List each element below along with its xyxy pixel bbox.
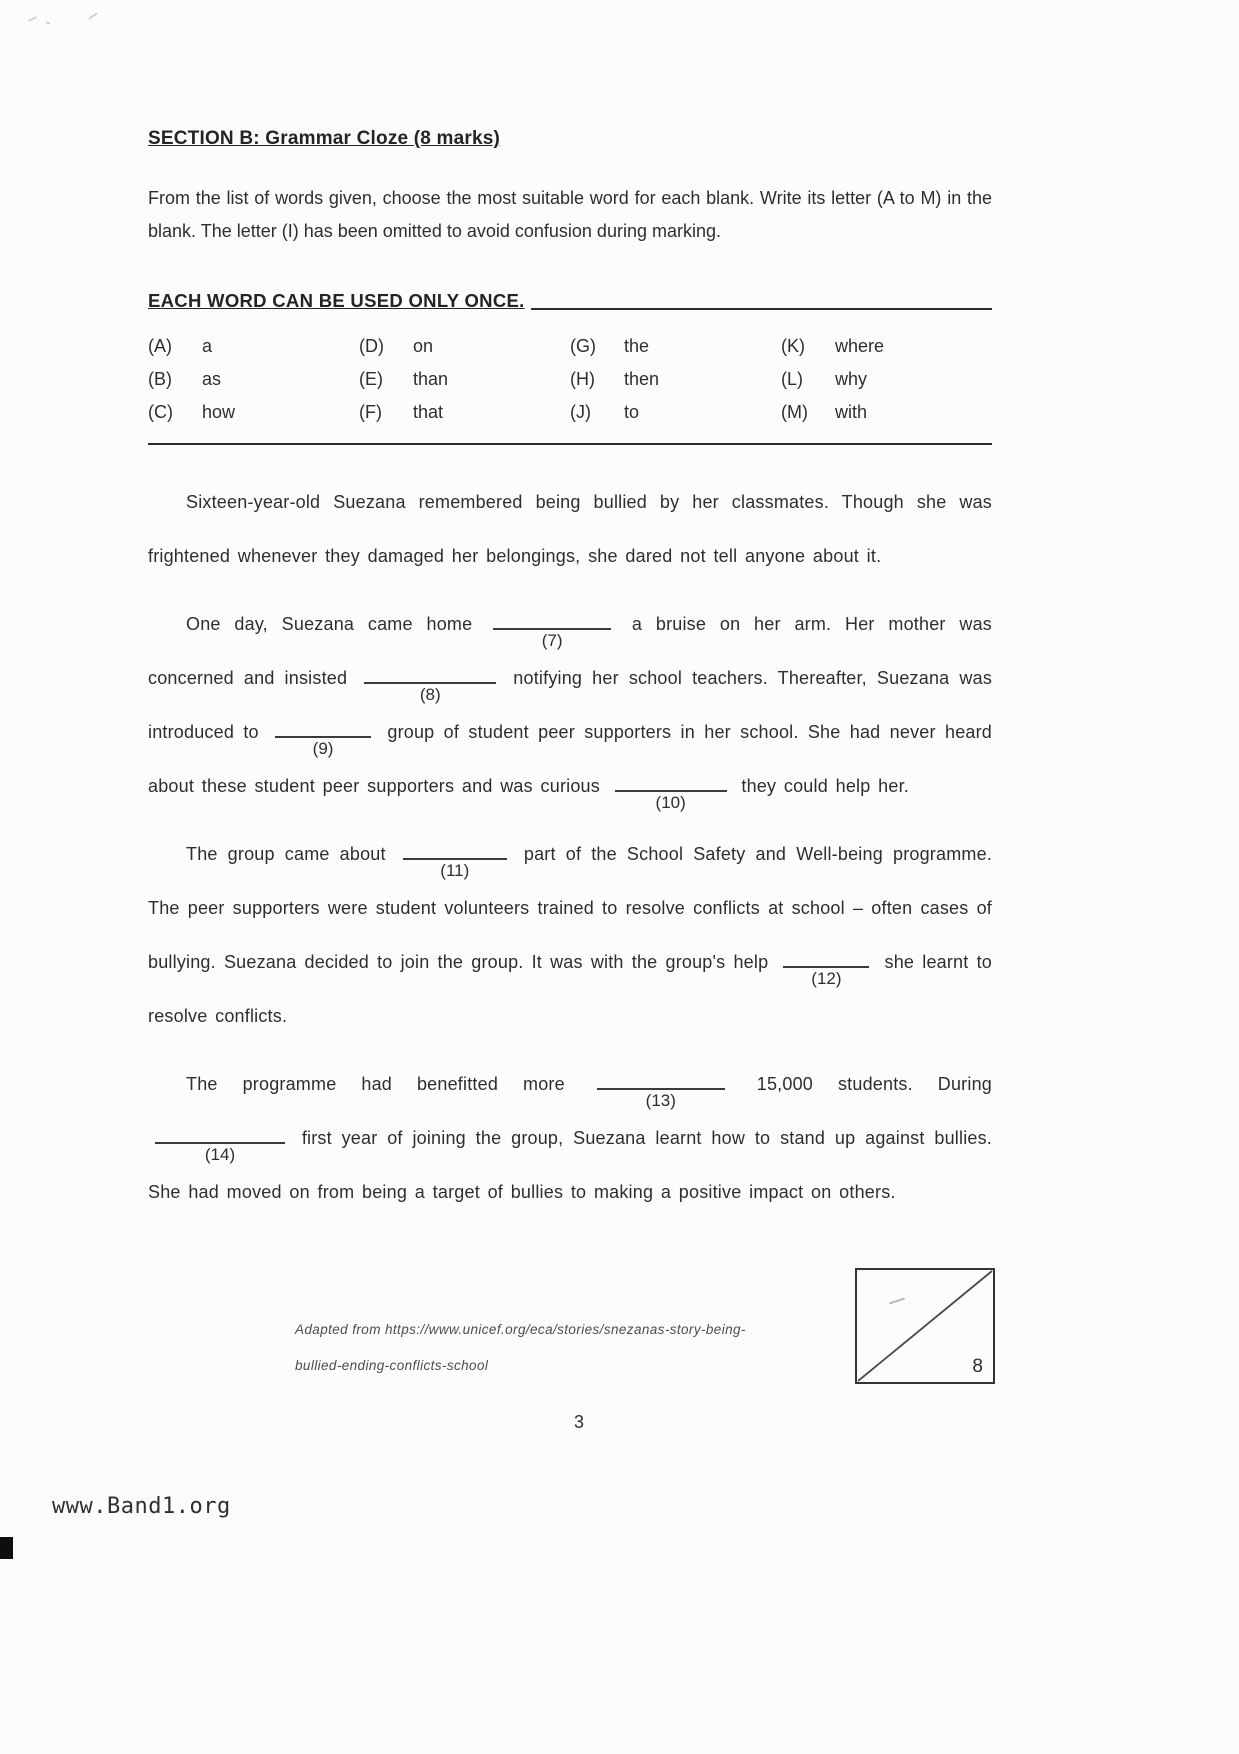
option-letter: (H) (570, 369, 595, 389)
blank-number: (13) (645, 1091, 676, 1110)
blank-number: (9) (312, 739, 334, 758)
page-content (148, 128, 992, 1233)
word-option-h (570, 363, 781, 396)
passage-text: part of the School Safety and Well-being programme. The peer supporters were student volunteers trained to resolve conflicts at school – often cases of bullying. Suezana decided to join the group. It was with the group's help (148, 844, 993, 972)
word-option-b (148, 363, 359, 396)
blank-13[interactable] (597, 1070, 725, 1110)
word-option-k (781, 330, 992, 363)
option-word: a (202, 336, 213, 356)
passage-text: she learnt to resolve conflicts. (148, 952, 992, 1026)
option-letter: (M) (781, 402, 808, 422)
option-word: than (413, 369, 449, 389)
watermark-url: www.Band1.org (52, 1494, 231, 1519)
option-word: why (835, 369, 868, 389)
passage-paragraph-1 (148, 475, 992, 583)
blank-8[interactable] (364, 664, 496, 704)
word-option-l (781, 363, 992, 396)
option-word: to (624, 402, 640, 422)
option-letter: (B) (148, 369, 172, 389)
option-letter: (K) (781, 336, 805, 356)
option-word: on (413, 336, 434, 356)
heading-rule (531, 308, 992, 310)
option-word: then (624, 369, 660, 389)
passage-text: The programme had benefitted more (186, 1074, 565, 1094)
section-title: SECTION B: Grammar Cloze (8 marks) (148, 128, 501, 149)
word-option-a (148, 330, 359, 363)
word-option-g (570, 330, 781, 363)
passage-text: a bruise on her arm. Her mother was concerned and insisted (148, 614, 993, 688)
option-letter: (E) (359, 369, 383, 389)
passage-text: 15,000 students. During (756, 1074, 993, 1094)
option-letter: (J) (570, 402, 591, 422)
passage-text: The group came about (186, 844, 386, 864)
page-number: 3 (573, 1412, 584, 1432)
blank-14[interactable] (155, 1124, 285, 1164)
word-bank-bottom-rule (148, 443, 992, 445)
option-word: where (835, 336, 885, 356)
word-option-f (359, 396, 570, 429)
word-bank-heading: EACH WORD CAN BE USED ONLY ONCE. (148, 290, 525, 311)
option-letter: (F) (359, 402, 382, 422)
scan-artifact (46, 22, 50, 25)
option-word: the (624, 336, 650, 356)
scan-artifact (88, 12, 97, 19)
source-attribution (295, 1312, 815, 1384)
word-option-j (570, 396, 781, 429)
passage-text: notifying her school teachers. Thereafter, Suezana was introduced to (148, 668, 993, 742)
passage-text: One day, Suezana came home (186, 614, 473, 634)
blank-9[interactable] (275, 718, 371, 758)
option-letter: (C) (148, 402, 173, 422)
blank-number: (8) (419, 685, 441, 704)
attribution-line: bullied-ending-conflicts-school (295, 1358, 489, 1373)
attribution-line: Adapted from https://www.unicef.org/eca/stories/snezanas-story-being- (295, 1322, 746, 1337)
option-letter: (G) (570, 336, 596, 356)
scan-edge-mark (0, 1537, 13, 1559)
option-letter: (A) (148, 336, 172, 356)
blank-10[interactable] (615, 772, 727, 812)
marker-score-box (855, 1268, 995, 1384)
blank-number: (12) (811, 969, 842, 988)
option-word: as (202, 369, 222, 389)
blank-number: (10) (655, 793, 686, 812)
option-letter: (D) (359, 336, 384, 356)
word-option-d (359, 330, 570, 363)
passage-paragraph-2 (148, 597, 992, 813)
blank-7[interactable] (493, 610, 611, 650)
scan-artifact (28, 16, 37, 22)
blank-number: (11) (440, 861, 470, 880)
passage-text: group of student peer supporters in her school. She had never heard about these student peer supporters and was curious (148, 722, 993, 796)
cloze-passage (148, 475, 992, 1219)
score-value: 8 (972, 1356, 983, 1377)
passage-text: Sixteen-year-old Suezana remembered being bullied by her classmates. Though she was frightened whenever they damaged her belongings, she dared not tell anyone about it. (148, 492, 992, 566)
option-word: that (413, 402, 444, 422)
passage-text: they could help her. (741, 776, 909, 796)
blank-number: (7) (541, 631, 563, 650)
word-option-c (148, 396, 359, 429)
blank-number: (14) (204, 1145, 236, 1164)
passage-paragraph-3 (148, 827, 992, 1043)
option-word: how (202, 402, 236, 422)
passage-text: first year of joining the group, Suezana learnt how to stand up against bullies. She had moved on from being a target of bullies to making a positive impact on others. (148, 1128, 992, 1202)
option-word: with (835, 402, 868, 422)
word-bank-table (148, 330, 992, 429)
option-letter: (L) (781, 369, 803, 389)
word-option-e (359, 363, 570, 396)
word-option-m (781, 396, 992, 429)
blank-12[interactable] (783, 948, 869, 988)
passage-paragraph-4 (148, 1057, 992, 1219)
word-bank-heading-row (148, 290, 992, 312)
blank-11[interactable] (403, 840, 507, 880)
instructions-text: From the list of words given, choose the most suitable word for each blank. Write its letter (A to M) in the blank. The letter (I) has been omitted to avoid confusion during marking. (148, 188, 992, 241)
